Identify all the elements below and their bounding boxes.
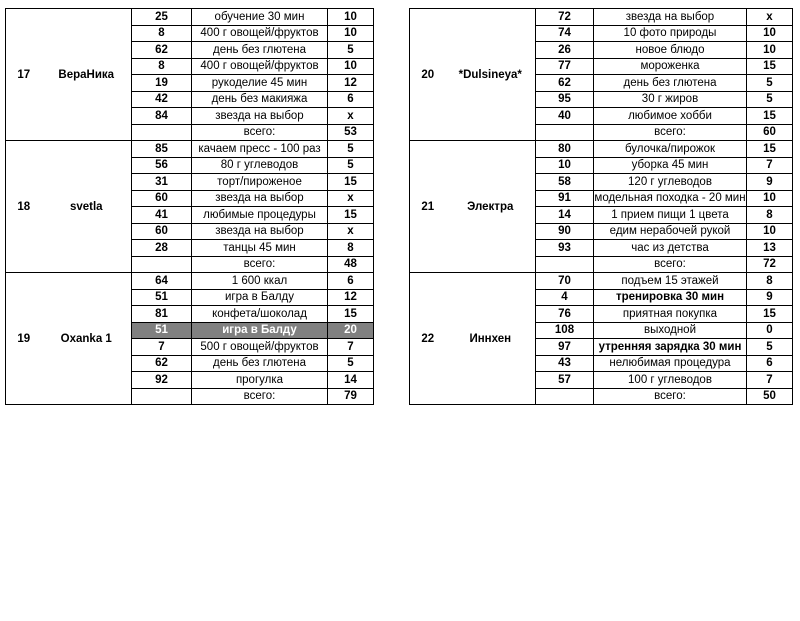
task-points: 10	[747, 223, 793, 240]
task-points: 5	[747, 75, 793, 92]
task-name: 10 фото природы	[594, 25, 747, 42]
participant-name: svetla	[42, 141, 132, 273]
task-points: 10	[328, 9, 374, 26]
task-points: 10	[328, 58, 374, 75]
participant-number: 19	[6, 273, 42, 405]
participant-number: 18	[6, 141, 42, 273]
total-value: 72	[747, 256, 793, 273]
task-name: 100 г углеводов	[594, 372, 747, 389]
left-score-table	[5, 8, 374, 405]
task-points: 12	[328, 75, 374, 92]
task-name: час из детства	[594, 240, 747, 257]
task-name: выходной	[594, 322, 747, 339]
task-points: 15	[747, 306, 793, 323]
participant-number: 21	[410, 141, 446, 273]
task-name: звезда на выбор	[192, 223, 328, 240]
task-code: 31	[132, 174, 192, 191]
task-points: 6	[328, 273, 374, 290]
task-code: 64	[132, 273, 192, 290]
task-points: 5	[328, 157, 374, 174]
task-name: прогулка	[192, 372, 328, 389]
table-row	[6, 141, 374, 158]
total-value: 60	[747, 124, 793, 141]
right-score-table	[409, 8, 793, 405]
task-name: обучение 30 мин	[192, 9, 328, 26]
task-code: 57	[536, 372, 594, 389]
task-points: 15	[747, 58, 793, 75]
participant-number: 22	[410, 273, 446, 405]
task-code: 43	[536, 355, 594, 372]
task-points: 15	[328, 207, 374, 224]
total-label: всего:	[594, 124, 747, 141]
task-points: 7	[747, 372, 793, 389]
task-code: 72	[536, 9, 594, 26]
task-code: 93	[536, 240, 594, 257]
task-name: игра в Балду	[192, 322, 328, 339]
total-value: 48	[328, 256, 374, 273]
task-name: нелюбимая процедура	[594, 355, 747, 372]
task-points: 5	[328, 42, 374, 59]
task-code: 51	[132, 289, 192, 306]
task-code: 97	[536, 339, 594, 356]
task-name: танцы 45 мин	[192, 240, 328, 257]
task-points: 6	[747, 355, 793, 372]
task-points: 15	[328, 174, 374, 191]
task-code: 81	[132, 306, 192, 323]
task-points: x	[328, 108, 374, 125]
task-name: 500 г овощей/фруктов	[192, 339, 328, 356]
task-name: 400 г овощей/фруктов	[192, 58, 328, 75]
task-name: утренняя зарядка 30 мин	[594, 339, 747, 356]
task-points: x	[328, 190, 374, 207]
total-label: всего:	[192, 124, 328, 141]
task-name: качаем пресс - 100 раз	[192, 141, 328, 158]
task-points: 8	[328, 240, 374, 257]
task-points: 13	[747, 240, 793, 257]
task-points: 0	[747, 322, 793, 339]
task-name: торт/пироженое	[192, 174, 328, 191]
task-name: 80 г углеводов	[192, 157, 328, 174]
task-name: звезда на выбор	[192, 190, 328, 207]
participant-name: Иннхен	[446, 273, 536, 405]
task-code: 42	[132, 91, 192, 108]
task-code: 70	[536, 273, 594, 290]
table-row	[410, 9, 793, 26]
task-code: 58	[536, 174, 594, 191]
task-points: 15	[747, 108, 793, 125]
task-name: рукоделие 45 мин	[192, 75, 328, 92]
task-code: 14	[536, 207, 594, 224]
total-value: 79	[328, 388, 374, 405]
table-row	[410, 273, 793, 290]
task-code: 74	[536, 25, 594, 42]
task-code: 41	[132, 207, 192, 224]
task-code: 92	[132, 372, 192, 389]
task-code: 91	[536, 190, 594, 207]
task-name: конфета/шоколад	[192, 306, 328, 323]
task-points: 10	[747, 25, 793, 42]
task-code: 26	[536, 42, 594, 59]
total-label: всего:	[192, 256, 328, 273]
task-name: любимые процедуры	[192, 207, 328, 224]
task-code: 76	[536, 306, 594, 323]
table-row	[6, 273, 374, 290]
task-points: x	[747, 9, 793, 26]
task-points: 6	[328, 91, 374, 108]
task-code: 56	[132, 157, 192, 174]
task-code: 7	[132, 339, 192, 356]
task-name: булочка/пирожок	[594, 141, 747, 158]
task-points: 9	[747, 289, 793, 306]
task-points: 7	[747, 157, 793, 174]
task-name: новое блюдо	[594, 42, 747, 59]
task-code: 8	[132, 58, 192, 75]
task-code: 19	[132, 75, 192, 92]
task-code: 84	[132, 108, 192, 125]
task-name: модельная походка - 20 мин	[594, 190, 747, 207]
task-name: день без глютена	[192, 42, 328, 59]
participant-number: 20	[410, 9, 446, 141]
task-name: день без глютена	[594, 75, 747, 92]
task-name: 1 600 ккал	[192, 273, 328, 290]
task-code: 60	[132, 190, 192, 207]
task-name: подъем 15 этажей	[594, 273, 747, 290]
task-code: 62	[132, 355, 192, 372]
task-points: 9	[747, 174, 793, 191]
task-code: 90	[536, 223, 594, 240]
task-code: 28	[132, 240, 192, 257]
task-code: 80	[536, 141, 594, 158]
task-name: 400 г овощей/фруктов	[192, 25, 328, 42]
task-points: 8	[747, 273, 793, 290]
task-name: тренировка 30 мин	[594, 289, 747, 306]
task-points: 7	[328, 339, 374, 356]
task-code: 62	[536, 75, 594, 92]
task-code: 40	[536, 108, 594, 125]
task-code: 85	[132, 141, 192, 158]
task-points: 15	[747, 141, 793, 158]
task-points: 10	[747, 190, 793, 207]
total-value: 53	[328, 124, 374, 141]
total-label: всего:	[594, 256, 747, 273]
task-name: 1 прием пищи 1 цвета	[594, 207, 747, 224]
task-points: 12	[328, 289, 374, 306]
task-points: x	[328, 223, 374, 240]
task-code: 10	[536, 157, 594, 174]
task-name: звезда на выбор	[594, 9, 747, 26]
task-points: 14	[328, 372, 374, 389]
task-code: 77	[536, 58, 594, 75]
task-points: 5	[747, 339, 793, 356]
task-code: 51	[132, 322, 192, 339]
task-name: любимое хобби	[594, 108, 747, 125]
task-name: 120 г углеводов	[594, 174, 747, 191]
task-name: уборка 45 мин	[594, 157, 747, 174]
task-points: 5	[328, 141, 374, 158]
participant-name: Электра	[446, 141, 536, 273]
participant-number: 17	[6, 9, 42, 141]
task-code: 62	[132, 42, 192, 59]
task-code: 95	[536, 91, 594, 108]
participant-name: Oxanka 1	[42, 273, 132, 405]
task-name: день без глютена	[192, 355, 328, 372]
task-name: звезда на выбор	[192, 108, 328, 125]
task-points: 15	[328, 306, 374, 323]
total-label: всего:	[192, 388, 328, 405]
task-points: 5	[747, 91, 793, 108]
task-points: 10	[747, 42, 793, 59]
task-name: мороженка	[594, 58, 747, 75]
task-points: 8	[747, 207, 793, 224]
total-label: всего:	[594, 388, 747, 405]
table-row	[6, 9, 374, 26]
task-code: 108	[536, 322, 594, 339]
task-points: 5	[328, 355, 374, 372]
participant-name: ВераНика	[42, 9, 132, 141]
task-code: 4	[536, 289, 594, 306]
task-code: 8	[132, 25, 192, 42]
task-points: 10	[328, 25, 374, 42]
task-points: 20	[328, 322, 374, 339]
participant-name: *Dulsineya*	[446, 9, 536, 141]
task-code: 60	[132, 223, 192, 240]
total-value: 50	[747, 388, 793, 405]
task-name: едим нерабочей рукой	[594, 223, 747, 240]
task-name: приятная покупка	[594, 306, 747, 323]
task-name: день без макияжа	[192, 91, 328, 108]
table-row	[410, 141, 793, 158]
task-code: 25	[132, 9, 192, 26]
task-name: игра в Балду	[192, 289, 328, 306]
task-name: 30 г жиров	[594, 91, 747, 108]
